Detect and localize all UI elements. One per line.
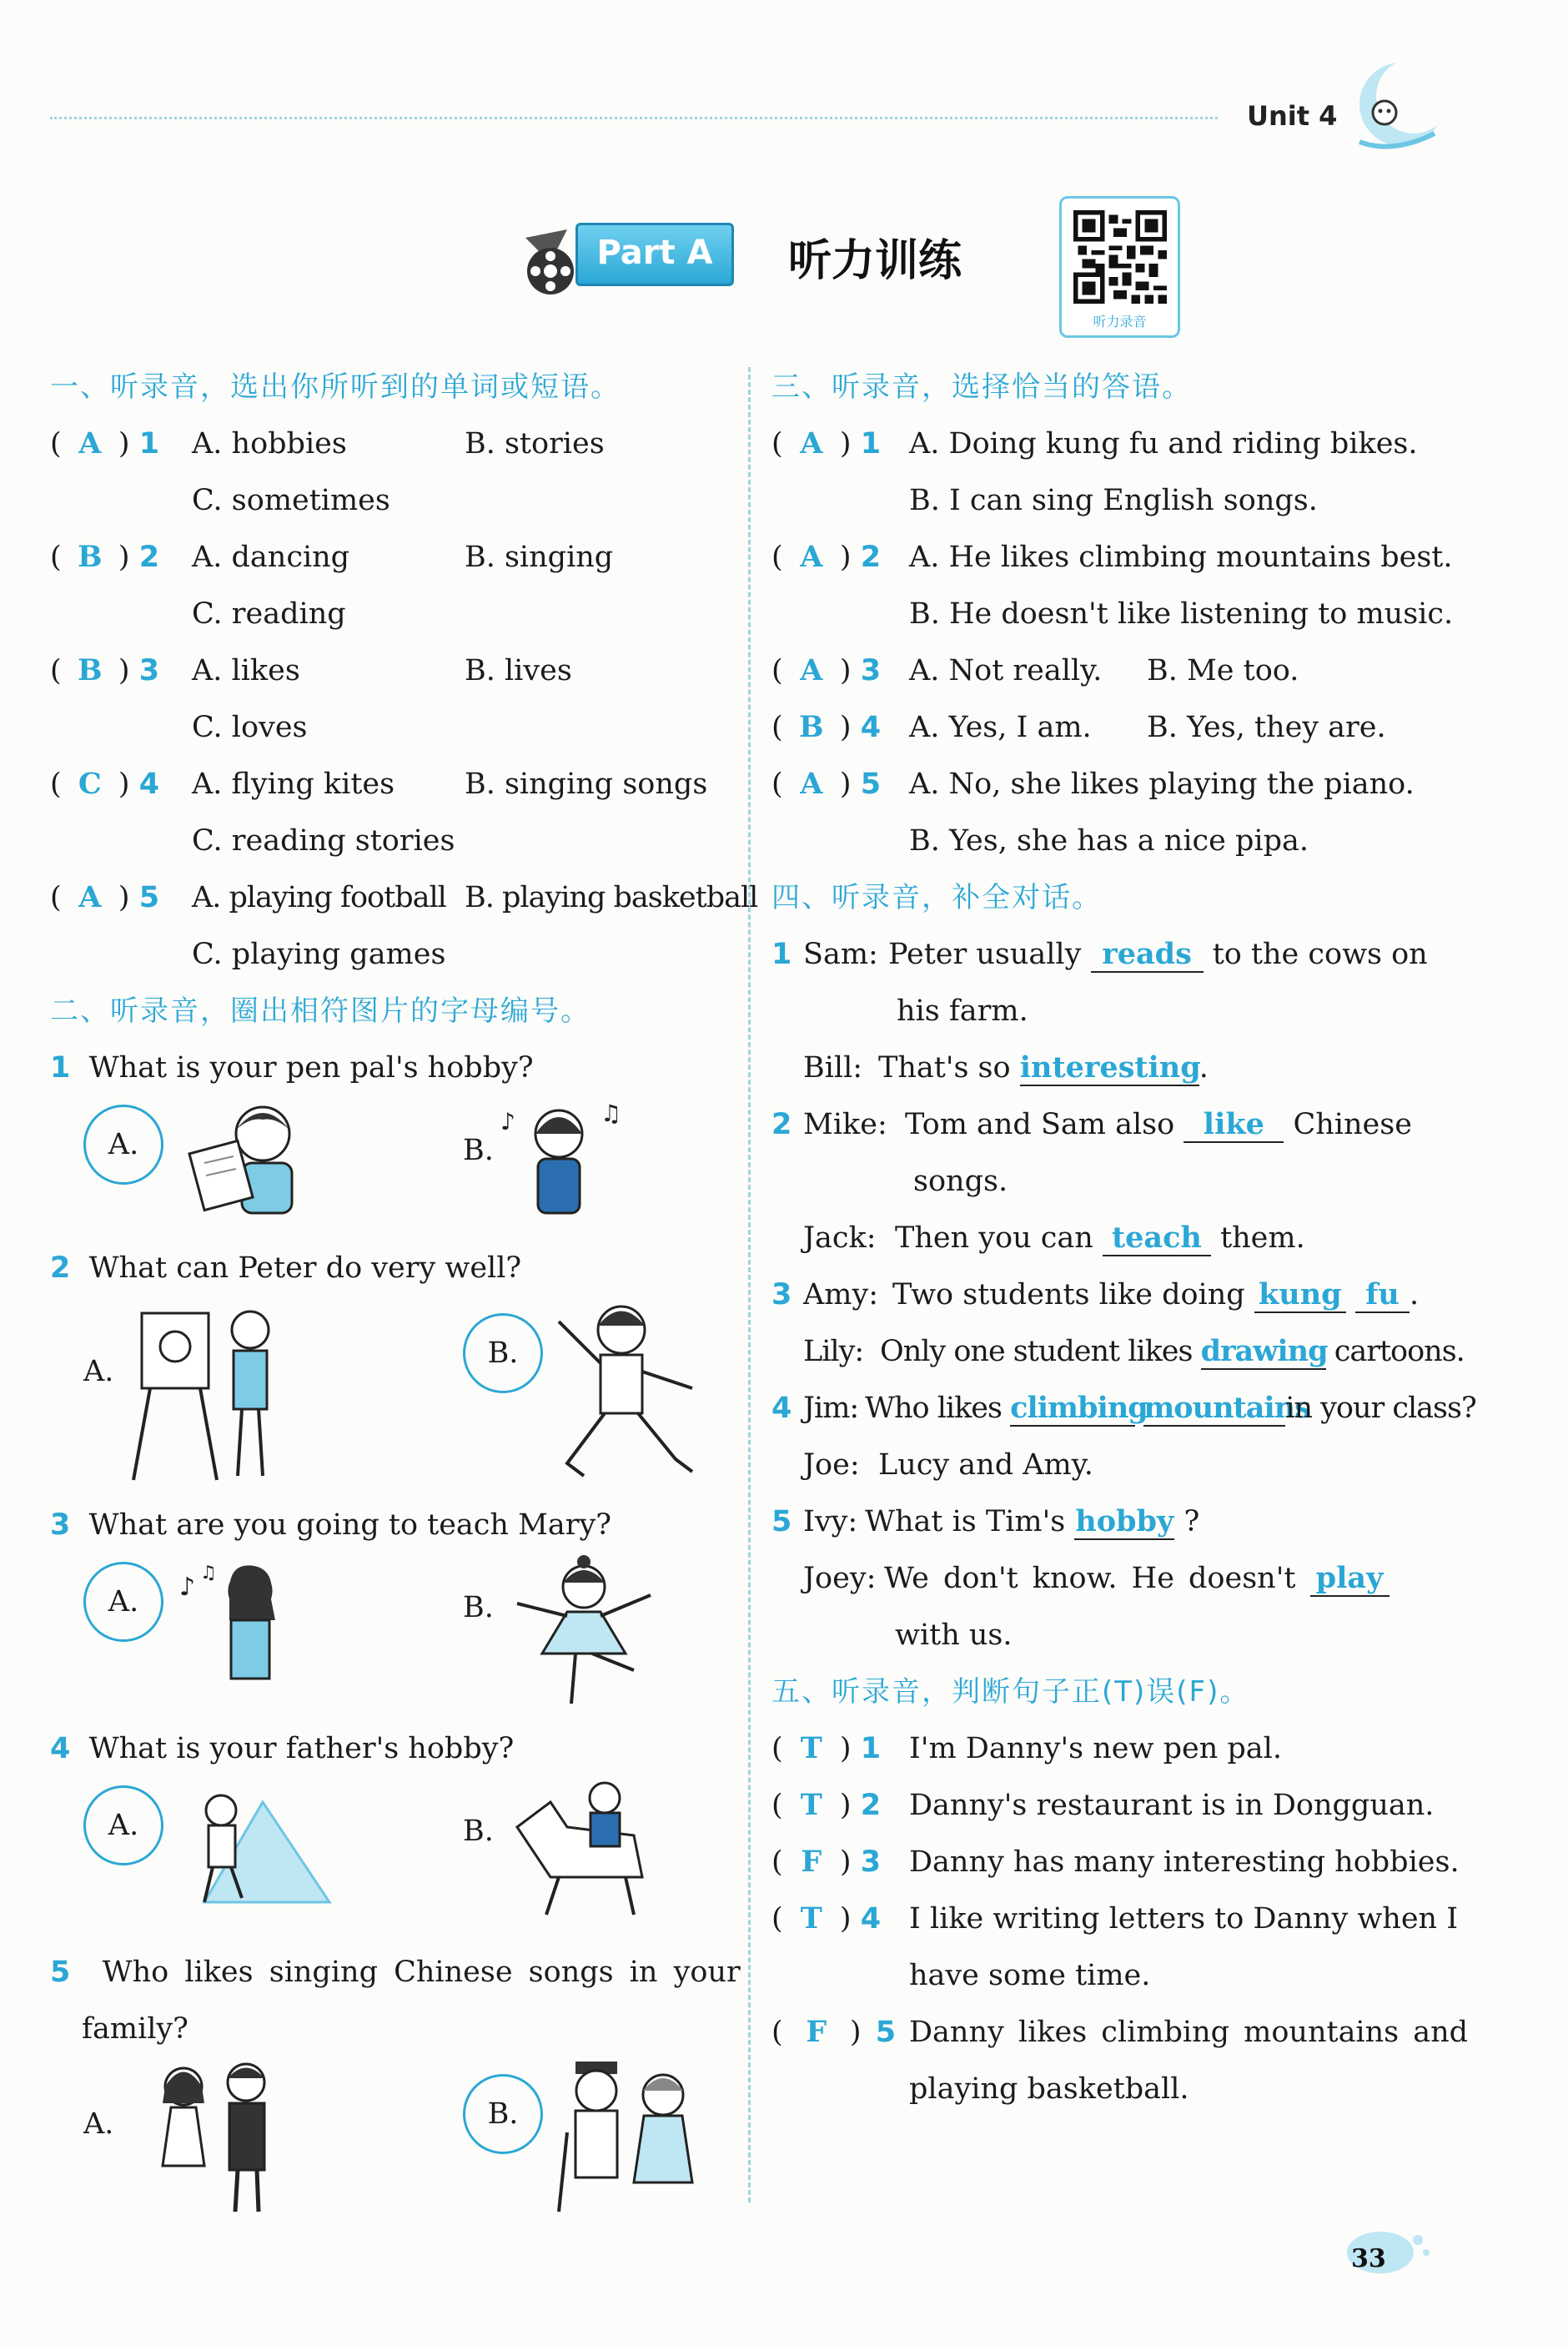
answer-blank[interactable]: interesting bbox=[1019, 1050, 1201, 1085]
s5-item-4: ( T ) 4 I like writing letters to Danny when I bbox=[771, 1890, 1505, 1947]
answer-blank[interactable]: teach bbox=[1103, 1221, 1211, 1256]
part-banner bbox=[517, 213, 742, 296]
right-column bbox=[771, 359, 1505, 2117]
item-number: 2 bbox=[860, 541, 882, 574]
item-number: 1 bbox=[771, 938, 792, 971]
svg-text:♫: ♫ bbox=[200, 1563, 217, 1583]
speaker: Jack: bbox=[803, 1221, 877, 1255]
s2-pictures-5 bbox=[50, 2057, 742, 2224]
answer-blank[interactable]: reads bbox=[1091, 938, 1204, 973]
girl-dancing-ballet-icon bbox=[492, 1553, 667, 1712]
question-text: What can Peter do very well? bbox=[88, 1251, 522, 1285]
column-divider bbox=[748, 367, 751, 2203]
s2-pictures-2 bbox=[50, 1296, 742, 1497]
unit-label: Unit 4 bbox=[1247, 100, 1338, 132]
answer[interactable]: C bbox=[78, 767, 102, 801]
section-5-heading: 五、听录音，判断句子正(T)误(F)。 bbox=[771, 1675, 1250, 1709]
option-b: B. Me too. bbox=[1147, 654, 1299, 687]
question-text: What is your pen pal's hobby? bbox=[88, 1051, 534, 1085]
item-number: 5 bbox=[771, 1505, 792, 1538]
question-text: What are you going to teach Mary? bbox=[88, 1508, 612, 1542]
question-text: Who likes singing Chinese songs in your bbox=[102, 1956, 741, 1989]
dialogue-text: . bbox=[1409, 1278, 1420, 1311]
qr-label: 听力录音 bbox=[1093, 314, 1147, 330]
dialogue-text: Peter usually bbox=[888, 938, 1082, 971]
s5-item-4-cont bbox=[771, 1947, 1505, 2004]
item-number: 2 bbox=[138, 541, 160, 574]
s4-dialogue-2 bbox=[771, 1096, 1505, 1153]
svg-text:♪: ♪ bbox=[500, 1108, 515, 1135]
option-a[interactable]: A. bbox=[83, 1355, 114, 1388]
option-a[interactable]: A. bbox=[83, 2107, 114, 2141]
dialogue-text: cartoons. bbox=[1334, 1335, 1465, 1368]
s1-item-1-c bbox=[50, 472, 742, 529]
s2-question-2 bbox=[50, 1240, 742, 1296]
option-c: C. sometimes bbox=[192, 484, 390, 517]
s1-item-5-c bbox=[50, 926, 742, 983]
header-rule bbox=[50, 117, 1218, 119]
option-a: A. playing football bbox=[192, 881, 446, 914]
item-number: 5 bbox=[875, 2016, 897, 2049]
s4-dialogue-1 bbox=[771, 926, 1505, 983]
dialogue-text: ? bbox=[1184, 1505, 1200, 1538]
s1-item-4-c bbox=[50, 813, 742, 869]
answer[interactable]: A bbox=[78, 880, 102, 914]
answer-blank[interactable]: hobby bbox=[1075, 1504, 1174, 1538]
qr-code-card[interactable] bbox=[1059, 196, 1180, 338]
item-number: 1 bbox=[138, 427, 160, 461]
s4-dialogue-3-reply bbox=[771, 1323, 1505, 1380]
s4-dialogue-2-reply bbox=[771, 1210, 1505, 1266]
item-number: 5 bbox=[50, 1956, 71, 1989]
answer[interactable]: A bbox=[800, 767, 823, 801]
statement-cont: playing basketball. bbox=[909, 2072, 1189, 2106]
section-title: 听力训练 bbox=[788, 236, 962, 286]
svg-text:♪: ♪ bbox=[179, 1573, 196, 1602]
answer[interactable]: F bbox=[801, 1845, 822, 1879]
boy-painting-icon bbox=[125, 1296, 284, 1488]
grandparents-icon bbox=[542, 2057, 709, 2216]
dialogue-text: Only one student likes bbox=[880, 1335, 1193, 1368]
answer-blank[interactable]: fu bbox=[1355, 1278, 1410, 1313]
speaker: Jim: bbox=[803, 1392, 859, 1425]
film-reel-icon bbox=[517, 229, 584, 296]
s5-item-3: ( F ) 3 Danny has many interesting hobbies. bbox=[771, 1834, 1505, 1890]
s4-dialogue-5-reply bbox=[771, 1550, 1505, 1607]
answer-blank[interactable]: climbing bbox=[1010, 1391, 1148, 1425]
page-number: 33 bbox=[1351, 2244, 1386, 2273]
s5-item-1: ( T ) 1 I'm Danny's new pen pal. bbox=[771, 1720, 1505, 1777]
left-column bbox=[50, 359, 758, 2224]
s2-question-1 bbox=[50, 1040, 742, 1096]
s4-dialogue-1-cont bbox=[771, 983, 1505, 1040]
s1-item-4: ( C ) 4 A. flying kites B. singing songs bbox=[50, 756, 742, 813]
option-a-circled[interactable]: A. bbox=[83, 1562, 163, 1642]
moon-mascot-icon bbox=[1334, 50, 1460, 159]
part-label: Part A bbox=[596, 234, 713, 272]
answer-blank[interactable]: play bbox=[1310, 1562, 1390, 1597]
s1-item-3: ( B ) 3 A. likes B. lives bbox=[50, 642, 742, 699]
option-b: B. Yes, she has a nice pipa. bbox=[909, 824, 1309, 858]
option-b[interactable]: B. bbox=[463, 1591, 494, 1624]
item-number: 3 bbox=[771, 1278, 792, 1311]
option-b[interactable]: B. bbox=[463, 1815, 494, 1848]
man-climbing-mountain-icon bbox=[171, 1777, 338, 1911]
speaker: Sam: bbox=[803, 938, 878, 971]
boy-kung-fu-icon bbox=[534, 1296, 709, 1488]
s5-item-5: ( F ) 5 Danny likes climbing mountains and bbox=[771, 2004, 1505, 2061]
svg-text:♫: ♫ bbox=[601, 1100, 622, 1127]
s4-dialogue-3 bbox=[771, 1266, 1505, 1323]
option-a-circled[interactable]: A. bbox=[83, 1785, 163, 1865]
item-number: 4 bbox=[860, 1902, 882, 1936]
s2-question-3 bbox=[50, 1497, 742, 1553]
s3-item-3: ( A ) 3 A. Not really. B. Me too. bbox=[771, 642, 1505, 699]
statement: I like writing letters to Danny when I bbox=[909, 1902, 1459, 1936]
dialogue-text: to the cows on bbox=[1212, 938, 1428, 971]
young-couple-icon bbox=[133, 2057, 300, 2216]
s1-item-1: ( A ) 1 A. hobbies B. stories bbox=[50, 415, 742, 472]
answer[interactable]: B bbox=[798, 710, 824, 744]
section-2-heading: 二、听录音，圈出相符图片的字母编号。 bbox=[50, 994, 591, 1028]
item-number: 2 bbox=[860, 1789, 882, 1822]
s2-pictures-1 bbox=[50, 1096, 742, 1240]
speaker: Lily: bbox=[803, 1335, 864, 1368]
option-a: A. Doing kung fu and riding bikes. bbox=[909, 427, 1418, 461]
option-a: A. Not really. bbox=[909, 654, 1103, 687]
option-c: C. loves bbox=[192, 711, 308, 744]
dialogue-text: with us. bbox=[895, 1619, 1013, 1652]
answer[interactable]: T bbox=[800, 1788, 822, 1822]
dialogue-text: Who likes bbox=[865, 1392, 1002, 1425]
option-b: B. I can sing English songs. bbox=[909, 484, 1318, 517]
answer-blank[interactable]: like bbox=[1184, 1108, 1284, 1143]
item-number: 3 bbox=[50, 1508, 71, 1542]
dialogue-text: Chinese bbox=[1293, 1108, 1412, 1141]
qr-code-icon bbox=[1073, 210, 1167, 304]
girl-listening-music-icon bbox=[492, 1096, 634, 1230]
option-a: A. Yes, I am. bbox=[909, 711, 1092, 744]
s3-item-1-b bbox=[771, 472, 1505, 529]
dialogue-text: Lucy and Amy. bbox=[878, 1448, 1093, 1482]
answer[interactable]: F bbox=[806, 2015, 827, 2049]
option-b[interactable]: B. bbox=[463, 1134, 494, 1167]
s2-question-4 bbox=[50, 1720, 742, 1777]
item-number: 3 bbox=[138, 654, 160, 687]
statement: Danny has many interesting hobbies. bbox=[909, 1845, 1460, 1879]
answer-blank[interactable]: kung bbox=[1254, 1278, 1346, 1313]
item-number: 5 bbox=[138, 881, 160, 914]
answer-blank[interactable]: drawing bbox=[1200, 1334, 1328, 1368]
s4-dialogue-5-cont bbox=[771, 1607, 1505, 1664]
question-text: family? bbox=[82, 2012, 188, 2046]
answer[interactable]: T bbox=[800, 1731, 822, 1765]
s3-item-5: ( A ) 5 A. No, she likes playing the piano. bbox=[771, 756, 1505, 813]
option-b: B. playing basketball bbox=[465, 881, 758, 914]
s3-item-5-b bbox=[771, 813, 1505, 869]
option-b: B. He doesn't like listening to music. bbox=[909, 597, 1454, 631]
item-number: 2 bbox=[771, 1108, 792, 1141]
s1-item-5: ( A ) 5 A. playing football B. playing basketball bbox=[50, 869, 742, 926]
s4-dialogue-4-reply bbox=[771, 1437, 1505, 1493]
s2-question-5 bbox=[50, 1944, 742, 2001]
speaker: Amy: bbox=[803, 1278, 879, 1311]
answer[interactable]: A bbox=[800, 653, 823, 687]
option-a: A. flying kites bbox=[192, 768, 395, 801]
option-a: A. dancing bbox=[192, 541, 350, 574]
part-label-box bbox=[575, 223, 734, 286]
option-b: B. singing songs bbox=[465, 768, 708, 801]
s2-pictures-3 bbox=[50, 1553, 742, 1720]
statement: Danny likes climbing mountains and bbox=[909, 2016, 1469, 2049]
s4-dialogue-4 bbox=[771, 1380, 1505, 1437]
s3-item-4: ( B ) 4 A. Yes, I am. B. Yes, they are. bbox=[771, 699, 1505, 756]
s3-item-2-b bbox=[771, 586, 1505, 642]
boy-reading-icon bbox=[171, 1096, 329, 1230]
item-number: 4 bbox=[860, 711, 882, 744]
option-b: B. lives bbox=[465, 654, 572, 687]
option-b: B. singing bbox=[465, 541, 614, 574]
dialogue-text: We don't know. He doesn't bbox=[884, 1562, 1296, 1595]
section-4-heading: 四、听录音，补全对话。 bbox=[771, 881, 1102, 914]
dialogue-text: Tom and Sam also bbox=[905, 1108, 1175, 1141]
s1-item-3-c bbox=[50, 699, 742, 756]
girl-singing-icon bbox=[171, 1553, 313, 1695]
item-number: 5 bbox=[860, 768, 882, 801]
speaker: Bill: bbox=[803, 1051, 863, 1085]
answer[interactable]: B bbox=[77, 540, 103, 574]
option-b-circled[interactable]: B. bbox=[463, 1313, 543, 1393]
dialogue-text: in your class? bbox=[1285, 1392, 1476, 1425]
item-number: 2 bbox=[50, 1251, 71, 1285]
dialogue-text: Two students like doing bbox=[892, 1278, 1245, 1311]
option-a-circled[interactable]: A. bbox=[83, 1105, 163, 1185]
s4-dialogue-2-cont bbox=[771, 1153, 1505, 1210]
option-c: C. reading stories bbox=[192, 824, 455, 858]
option-a: A. No, she likes playing the piano. bbox=[909, 768, 1415, 801]
option-b-circled[interactable]: B. bbox=[463, 2074, 543, 2154]
item-number: 3 bbox=[860, 1845, 882, 1879]
s4-dialogue-5 bbox=[771, 1493, 1505, 1550]
speaker: Joe: bbox=[803, 1448, 860, 1482]
man-riding-horse-icon bbox=[500, 1777, 667, 1919]
s1-item-2: ( B ) 2 A. dancing B. singing bbox=[50, 529, 742, 586]
statement: I'm Danny's new pen pal. bbox=[909, 1732, 1282, 1765]
item-number: 3 bbox=[860, 654, 882, 687]
dialogue-text: . bbox=[1199, 1051, 1209, 1085]
dialogue-text: songs. bbox=[913, 1165, 1008, 1198]
option-a: A. hobbies bbox=[192, 427, 347, 461]
statement-cont: have some time. bbox=[909, 1959, 1151, 1992]
option-b: B. stories bbox=[465, 427, 605, 461]
s2-pictures-4 bbox=[50, 1777, 742, 1944]
option-b: B. Yes, they are. bbox=[1147, 711, 1386, 744]
section-1-heading: 一、听录音，选出你所听到的单词或短语。 bbox=[50, 370, 621, 404]
s5-item-5-cont bbox=[771, 2061, 1505, 2117]
s3-item-1: ( A ) 1 A. Doing kung fu and riding bikes. bbox=[771, 415, 1505, 472]
answer[interactable]: T bbox=[800, 1901, 822, 1936]
answer[interactable]: A bbox=[800, 540, 823, 574]
answer[interactable]: A bbox=[800, 426, 823, 461]
s4-dialogue-1-reply bbox=[771, 1040, 1505, 1096]
answer[interactable]: A bbox=[78, 426, 102, 461]
option-a: A. He likes climbing mountains best. bbox=[909, 541, 1453, 574]
speaker: Mike: bbox=[803, 1108, 887, 1141]
question-text: What is your father's hobby? bbox=[88, 1732, 515, 1765]
s5-item-2: ( T ) 2 Danny's restaurant is in Dongguan. bbox=[771, 1777, 1505, 1834]
item-number: 1 bbox=[860, 427, 882, 461]
speaker: Joey: bbox=[803, 1562, 877, 1595]
item-number: 4 bbox=[771, 1392, 792, 1425]
dialogue-text: Then you can bbox=[895, 1221, 1093, 1255]
answer-blank[interactable]: mountains bbox=[1143, 1391, 1310, 1425]
item-number: 1 bbox=[50, 1051, 71, 1085]
statement: Danny's restaurant is in Dongguan. bbox=[909, 1789, 1435, 1822]
answer[interactable]: B bbox=[77, 653, 103, 687]
s1-item-2-c bbox=[50, 586, 742, 642]
dialogue-text: them. bbox=[1220, 1221, 1305, 1255]
section-3-heading: 三、听录音，选择恰当的答语。 bbox=[771, 370, 1192, 404]
speaker: Ivy: bbox=[803, 1505, 858, 1538]
option-a: A. likes bbox=[192, 654, 300, 687]
item-number: 4 bbox=[50, 1732, 71, 1765]
dialogue-text: What is Tim's bbox=[865, 1505, 1066, 1538]
item-number: 4 bbox=[138, 768, 160, 801]
dialogue-text: his farm. bbox=[897, 994, 1028, 1028]
option-c: C. reading bbox=[192, 597, 346, 631]
item-number: 1 bbox=[860, 1732, 882, 1765]
s3-item-2: ( A ) 2 A. He likes climbing mountains best. bbox=[771, 529, 1505, 586]
dialogue-text: That's so bbox=[878, 1051, 1011, 1085]
option-c: C. playing games bbox=[192, 938, 446, 971]
s2-question-5-cont bbox=[50, 2001, 742, 2057]
